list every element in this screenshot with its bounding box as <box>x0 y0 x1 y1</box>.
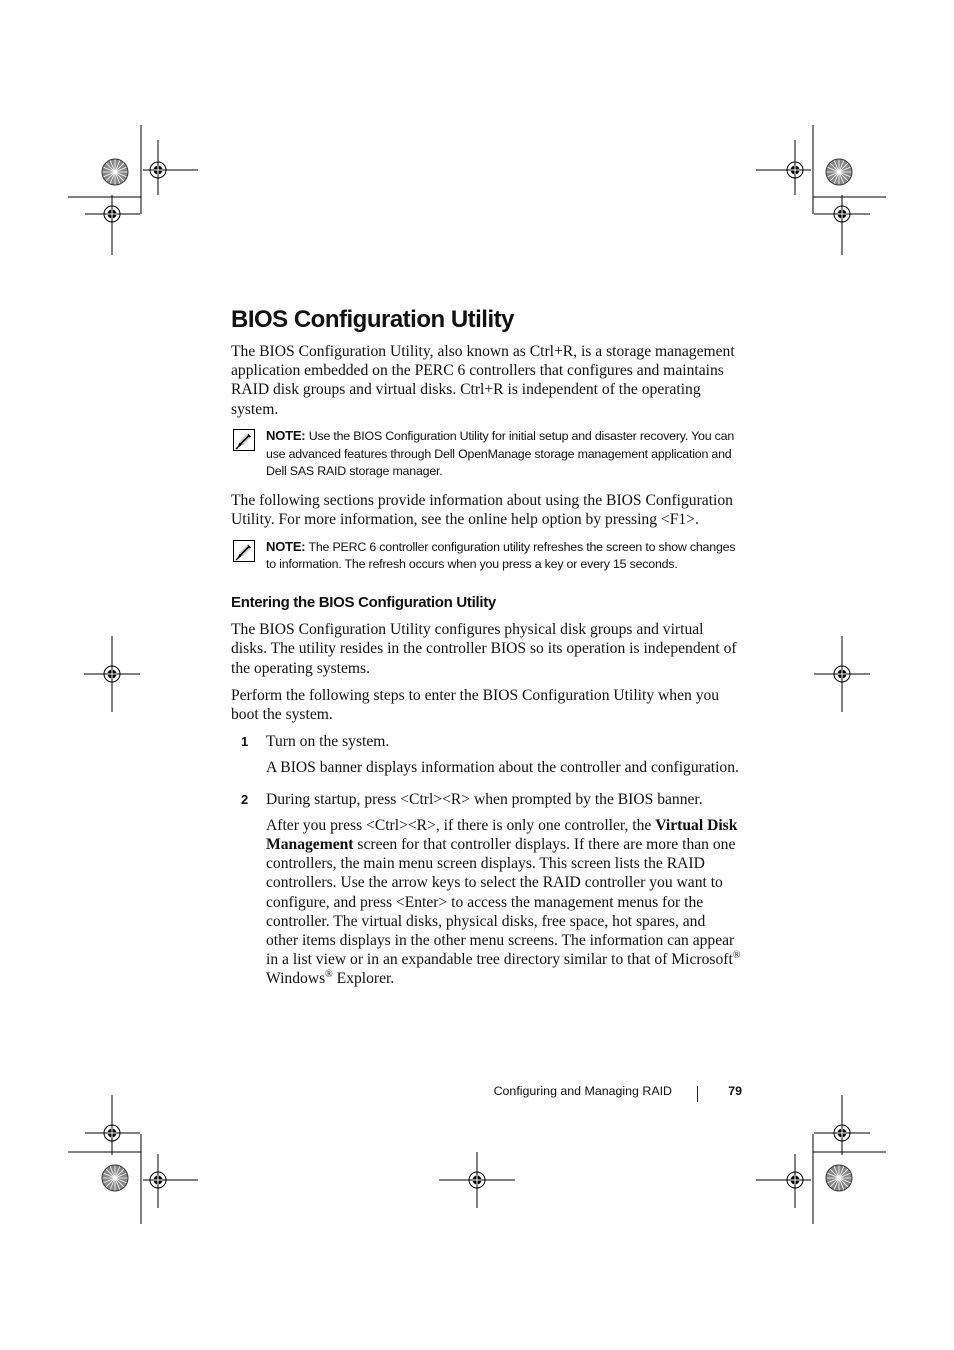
page-number: 79 <box>728 1084 742 1098</box>
page-title: BIOS Configuration Utility <box>231 306 514 333</box>
footer-divider <box>697 1086 698 1102</box>
step-item <box>231 732 741 777</box>
crop-mark-icon <box>68 1095 198 1224</box>
steps-intro-paragraph: Perform the following steps to enter the BIOS Configuration Utility when you boot the system. <box>231 686 720 724</box>
note-text: Use the BIOS Configuration Utility for initial setup and disaster recovery. You can use advanced features through Dell OpenManage storage management application and Dell SAS RAID storage manager. <box>266 428 735 479</box>
registered-mark: ® <box>325 969 333 981</box>
note-text: The PERC 6 controller configuration utility refreshes the screen to show changes to information. The refresh occurs when you press a key or every 15 seconds. <box>266 539 736 572</box>
step-detail <box>266 816 741 989</box>
step-text: Turn on the system. <box>266 733 390 751</box>
section-heading: Entering the BIOS Configuration Utility <box>231 594 496 612</box>
note-box <box>231 427 741 481</box>
step-detail: A BIOS banner displays information about the controller and configuration. <box>266 759 739 777</box>
page-content <box>231 300 741 996</box>
step-item <box>231 790 741 989</box>
page-footer <box>440 1082 742 1104</box>
registered-mark: ® <box>732 950 741 962</box>
note-pencil-icon <box>233 540 255 562</box>
note-label: NOTE: <box>266 538 306 554</box>
sections-paragraph: The following sections provide information about using the BIOS Configuration Utility. For more information, see the online help option by pressing <F1>. <box>231 492 733 529</box>
note-label: NOTE: <box>266 427 306 443</box>
color-wheel-icon <box>826 1165 852 1191</box>
step-detail-text: Windows <box>266 970 326 988</box>
crop-mark-icon <box>756 1095 886 1224</box>
step-detail-text: Explorer. <box>332 970 395 988</box>
footer-chapter-title: Configuring and Managing RAID <box>493 1084 672 1098</box>
step-detail-text: screen for that controller displays. If there are more than one controllers, the main menu screen displays. This screen lists the RAID controllers. Use the arrow keys to select the RAID controller you want to configure, and press <Enter> to access the management menus for the controller. The virtual disks, physical disks, free space, hot spares, and other items displays in the other menu screens. The information can appear in a list view or in an expandable tree directory similar to that of Microsoft <box>266 836 736 969</box>
color-wheel-icon <box>102 1165 128 1191</box>
color-wheel-icon <box>826 159 852 185</box>
note-pencil-icon <box>233 429 255 451</box>
step-number: 1 <box>241 734 249 750</box>
color-wheel-icon <box>102 159 128 185</box>
step-detail-text: After you press <Ctrl><R>, if there is only one controller, the <box>266 816 656 834</box>
note-box <box>231 538 741 575</box>
intro-paragraph: The BIOS Configuration Utility, also known as Ctrl+R, is a storage management application embedded on the PERC 6 controllers that configures and maintains RAID disk groups and virtual disks. Ctrl+R is independent of the operating system. <box>231 343 735 418</box>
step-number: 2 <box>241 791 249 807</box>
step-text: During startup, press <Ctrl><R> when prompted by the BIOS banner. <box>266 790 703 808</box>
crop-mark-icon <box>68 125 198 255</box>
utility-paragraph: The BIOS Configuration Utility configures physical disk groups and virtual disks. The utility resides in the controller BIOS so its operation is independent of the operating systems. <box>231 621 737 677</box>
crop-mark-icon <box>756 125 886 255</box>
ui-term: Virtual Disk Management <box>266 816 738 854</box>
